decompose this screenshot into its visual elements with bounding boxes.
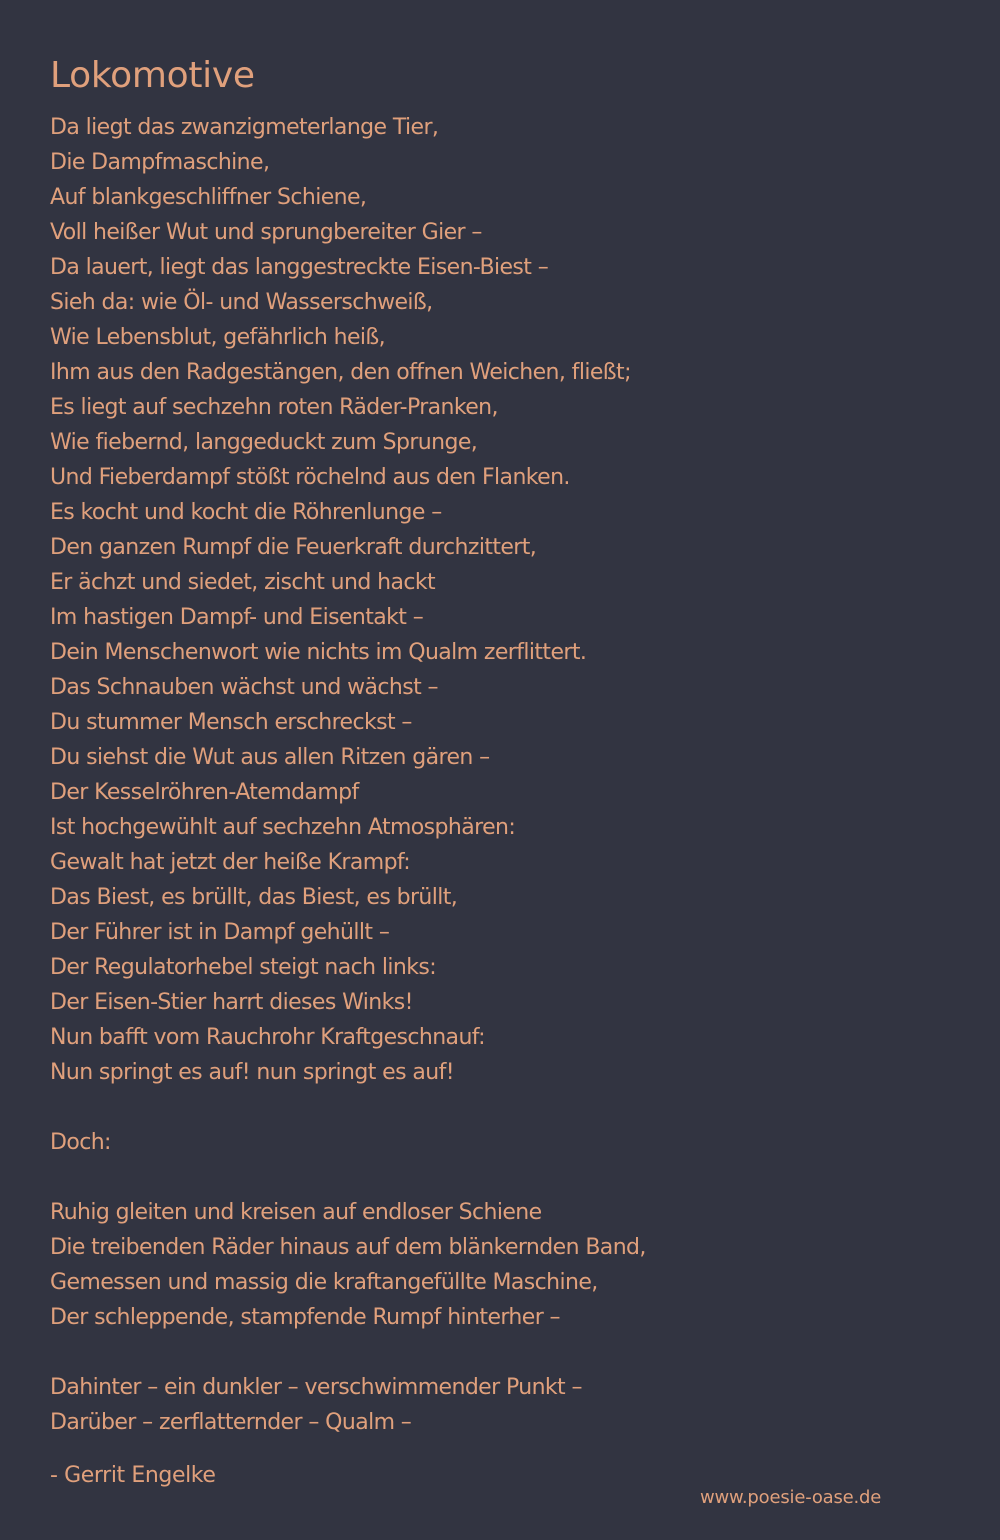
poem-line: Die treibenden Räder hinaus auf dem blänkernden Band, (50, 1235, 646, 1260)
poem-line: Und Fieberdampf stößt röchelnd aus den Flanken. (50, 465, 570, 490)
poem-line: Gemessen und massig die kraftangefüllte Maschine, (50, 1270, 598, 1295)
poem-stanza (50, 1370, 950, 1440)
poem-author: - Gerrit Engelke (50, 1463, 216, 1488)
poem-line: Nun springt es auf! nun springt es auf! (50, 1060, 454, 1085)
poem-line: Der Kesselröhren-Atemdampf (50, 780, 359, 805)
poem-line: Die Dampfmaschine, (50, 150, 270, 175)
poem-stanza (50, 1125, 950, 1160)
poem-line: Dahinter – ein dunkler – verschwimmender Punkt – (50, 1375, 582, 1400)
poem-line: Es liegt auf sechzehn roten Räder-Pranken, (50, 395, 498, 420)
poem-line: Das Biest, es brüllt, das Biest, es brüllt, (50, 885, 458, 910)
poem-line: Gewalt hat jetzt der heiße Krampf: (50, 850, 411, 875)
poem-line: Der Führer ist in Dampf gehüllt – (50, 920, 390, 945)
poem-body (50, 110, 950, 1475)
poem-line: Ruhig gleiten und kreisen auf endloser Schiene (50, 1200, 542, 1225)
poem-stanza (50, 110, 950, 1090)
poem-line: Im hastigen Dampf- und Eisentakt – (50, 605, 424, 630)
poem-title: Lokomotive (50, 55, 255, 96)
poem-line: Sieh da: wie Öl- und Wasserschweiß, (50, 290, 433, 315)
poem-line: Ist hochgewühlt auf sechzehn Atmosphären: (50, 815, 516, 840)
poem-line: Das Schnauben wächst und wächst – (50, 675, 438, 700)
website-url: www.poesie-oase.de (700, 1487, 882, 1508)
poem-line: Auf blankgeschliffner Schiene, (50, 185, 367, 210)
poem-line: Dein Menschenwort wie nichts im Qualm zerflittert. (50, 640, 587, 665)
poem-line: Du stummer Mensch erschreckst – (50, 710, 412, 735)
poem-line: Da liegt das zwanzigmeterlange Tier, (50, 115, 439, 140)
poem-line: Den ganzen Rumpf die Feuerkraft durchzittert, (50, 535, 537, 560)
poem-line: Es kocht und kocht die Röhrenlunge – (50, 500, 442, 525)
poem-line: Voll heißer Wut und sprungbereiter Gier – (50, 220, 482, 245)
poem-line: Da lauert, liegt das langgestreckte Eisen-Biest – (50, 255, 549, 280)
poem-line: Der Regulatorhebel steigt nach links: (50, 955, 437, 980)
poem-line: Ihm aus den Radgestängen, den offnen Weichen, fließt; (50, 360, 631, 385)
poem-line: Du siehst die Wut aus allen Ritzen gären – (50, 745, 490, 770)
poem-line: Wie fiebernd, langgeduckt zum Sprunge, (50, 430, 478, 455)
poem-line: Der Eisen-Stier harrt dieses Winks! (50, 990, 413, 1015)
poem-line: Nun bafft vom Rauchrohr Kraftgeschnauf: (50, 1025, 485, 1050)
poem-line: Der schleppende, stampfende Rumpf hinterher – (50, 1305, 560, 1330)
poem-line: Wie Lebensblut, gefährlich heiß, (50, 325, 386, 350)
poem-line: Doch: (50, 1130, 111, 1155)
poem-stanza (50, 1195, 950, 1335)
poem-line: Darüber – zerflatternder – Qualm – (50, 1410, 412, 1435)
poem-line: Er ächzt und siedet, zischt und hackt (50, 570, 436, 595)
